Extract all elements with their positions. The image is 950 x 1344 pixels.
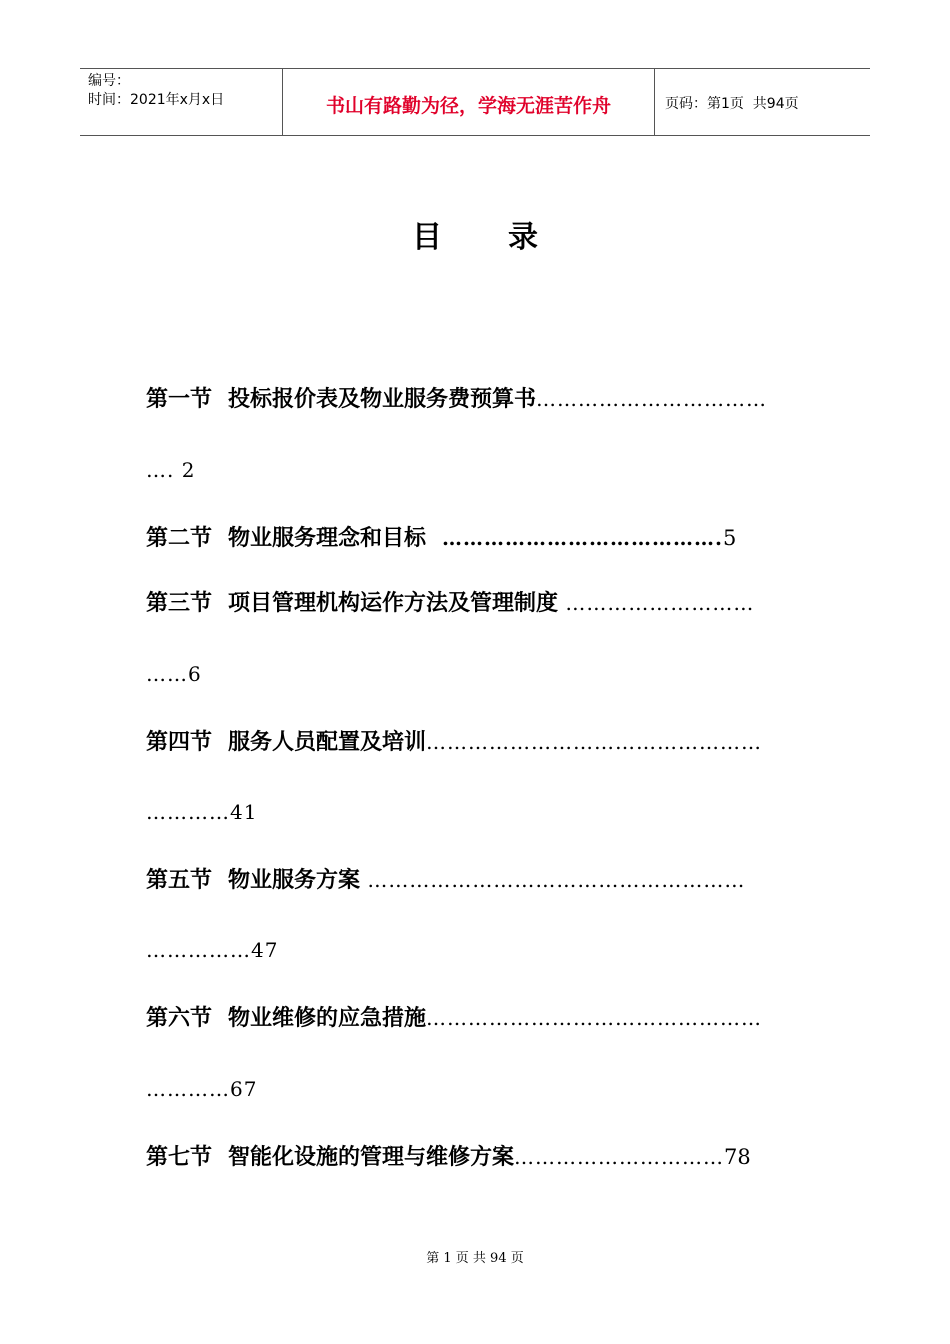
toc-entry-text: 物业服务理念和目标	[228, 526, 427, 551]
footer-page-count: 第 1 页 共 94 页	[426, 1251, 524, 1266]
page-info-text: 页码：第1页 共94页	[665, 96, 799, 112]
toc-entry-text: 项目管理机构运作方法及管理制度	[228, 591, 559, 616]
toc-entry-1[interactable]	[146, 382, 767, 413]
toc-section-label: 第五节	[146, 868, 213, 893]
toc-section-label: 第三节	[146, 591, 213, 616]
toc-entry-4-continuation: …………41	[146, 800, 258, 824]
toc-entry-2[interactable]	[146, 521, 736, 552]
page-footer	[0, 1247, 950, 1266]
toc-entry-5-continuation: ……………47	[146, 938, 279, 962]
toc-section-label: 第四节	[146, 730, 213, 755]
toc-entry-5[interactable]	[146, 863, 745, 894]
toc-dots: ……………………………	[536, 387, 768, 411]
toc-section-label: 第七节	[146, 1145, 213, 1170]
header-motto: 书山有路勤为径，学海无涯苦作舟	[282, 69, 655, 135]
toc-entry-6-continuation: …………67	[146, 1077, 258, 1101]
toc-entry-3-continuation: ……6	[146, 662, 202, 686]
toc-dots: ………………………………………………	[360, 868, 746, 892]
toc-section-label: 第二节	[146, 526, 213, 551]
toc-dots: ………………………………….	[442, 526, 723, 550]
toc-dots: ………………………	[558, 591, 755, 615]
page-header	[80, 68, 870, 136]
toc-page-number: 78	[724, 1145, 751, 1169]
toc-entry-7[interactable]	[146, 1140, 751, 1171]
toc-entry-text: 物业维修的应急措施	[228, 1006, 427, 1031]
serial-label: 编号：	[88, 73, 130, 89]
header-meta	[80, 69, 282, 135]
toc-entry-6[interactable]	[146, 1001, 762, 1032]
time-label: 时间：2021年x月x日	[88, 92, 225, 108]
toc-entry-3[interactable]	[146, 586, 754, 617]
toc-entry-text: 物业服务方案	[228, 868, 361, 893]
toc-entry-text: 智能化设施的管理与维修方案	[228, 1145, 515, 1170]
toc-dots: …………………………………………	[426, 1006, 763, 1030]
toc-section-label: 第一节	[146, 387, 213, 412]
toc-entry-4[interactable]	[146, 725, 762, 756]
toc-dots: …………………………	[514, 1145, 725, 1169]
toc-entry-text: 服务人员配置及培训	[228, 730, 427, 755]
header-page-info	[655, 69, 870, 135]
toc-entry-text: 投标报价表及物业服务费预算书	[228, 387, 537, 412]
toc-entry-1-continuation: …. 2	[146, 458, 196, 482]
document-title: 目录	[412, 220, 604, 255]
toc-dots: …………………………………………	[426, 730, 763, 754]
toc-section-label: 第六节	[146, 1006, 213, 1031]
toc-page-number: 5	[723, 526, 737, 550]
